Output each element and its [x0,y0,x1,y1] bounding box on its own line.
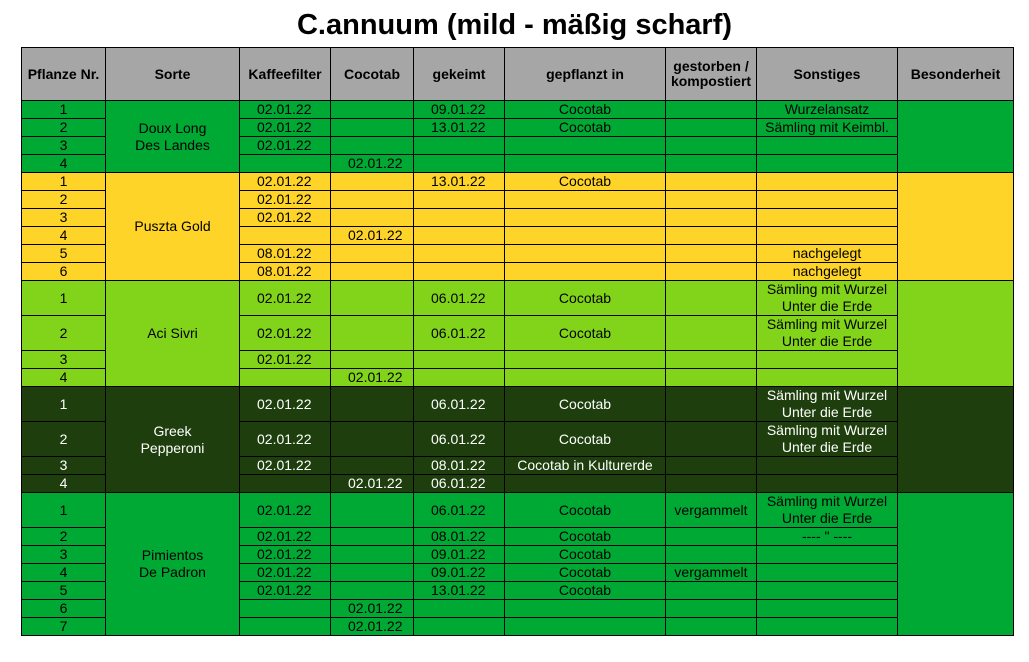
cell-gestorben[interactable] [666,369,757,387]
cell-sorte[interactable] [106,493,240,636]
cell-gekeimt[interactable]: 08.01.22 [414,457,505,475]
cell-gestorben[interactable] [666,209,757,227]
header-pflanze-nr: Pflanze Nr. [22,48,106,101]
cell-cocotab[interactable] [331,245,414,263]
cell-gepflanzt-in[interactable] [505,351,666,369]
header-kaffeefilter: Kaffeefilter [240,48,331,101]
header-besonderheit: Besonderheit [898,48,1014,101]
cell-sonstiges[interactable] [757,564,898,582]
sorte-line: Puszta Gold [134,218,211,234]
cell-gekeimt[interactable]: 06.01.22 [414,475,505,493]
cell-gekeimt[interactable] [414,618,505,636]
cell-kaffeefilter[interactable] [240,600,331,618]
header-gepflanzt-in: gepflanzt in [505,48,666,101]
cell-gestorben[interactable] [666,600,757,618]
cell-gestorben[interactable] [666,245,757,263]
cell-sorte[interactable] [106,387,240,493]
cell-sonstiges[interactable] [757,119,898,137]
header-sonstiges: Sonstiges [757,48,898,101]
cell-sorte[interactable] [106,101,240,173]
cell-gekeimt[interactable]: 06.01.22 [414,422,505,457]
cell-cocotab[interactable] [331,263,414,281]
cell-sonstiges[interactable] [757,475,898,493]
cell-gepflanzt-in[interactable] [505,600,666,618]
table-body [22,101,1014,636]
cell-gestorben[interactable] [666,263,757,281]
sonstiges-line: Wurzelansatz [784,101,870,117]
cell-gestorben[interactable] [666,546,757,564]
cell-gepflanzt-in[interactable]: Cocotab [505,119,666,137]
cell-sonstiges[interactable] [757,155,898,173]
sorte-line: Aci Sivri [147,325,198,341]
cell-pflanze-nr[interactable]: 4 [22,369,106,387]
sorte-line: Des Landes [135,136,210,153]
cell-kaffeefilter[interactable]: 02.01.22 [240,173,331,191]
cell-kaffeefilter[interactable]: 02.01.22 [240,422,331,457]
cell-cocotab[interactable]: 02.01.22 [331,227,414,245]
cell-kaffeefilter[interactable] [240,227,331,245]
cell-cocotab[interactable] [331,191,414,209]
cell-cocotab[interactable] [331,101,414,119]
cell-sonstiges[interactable] [757,173,898,191]
cell-pflanze-nr[interactable]: 4 [22,564,106,582]
sonstiges-line: Sämling mit Wurzel [766,387,888,403]
cell-gekeimt[interactable]: 08.01.22 [414,528,505,546]
sonstiges-line: Unter die Erde [781,333,873,349]
cell-pflanze-nr[interactable]: 5 [22,582,106,600]
cell-gestorben[interactable] [666,227,757,245]
cell-gestorben[interactable] [666,528,757,546]
cell-gestorben[interactable] [666,618,757,636]
cell-sonstiges[interactable] [757,457,898,475]
cell-cocotab[interactable] [331,564,414,582]
cell-kaffeefilter[interactable]: 02.01.22 [240,387,331,422]
header-gestorben-text: gestorben / kompostiert [670,58,752,89]
cell-gestorben[interactable] [666,137,757,155]
cell-pflanze-nr[interactable]: 2 [22,191,106,209]
cell-sonstiges[interactable] [757,387,898,422]
cell-gestorben[interactable] [666,155,757,173]
cell-gestorben[interactable] [666,101,757,119]
cell-pflanze-nr[interactable]: 3 [22,209,106,227]
cell-sonstiges[interactable] [757,263,898,281]
cell-cocotab[interactable] [331,422,414,457]
cell-pflanze-nr[interactable]: 5 [22,245,106,263]
cell-cocotab[interactable] [331,493,414,528]
cell-cocotab[interactable] [331,137,414,155]
cell-gekeimt[interactable] [414,227,505,245]
cell-gepflanzt-in[interactable] [505,209,666,227]
cell-sonstiges[interactable] [757,618,898,636]
cell-cocotab[interactable] [331,173,414,191]
cell-gekeimt[interactable]: 13.01.22 [414,582,505,600]
plant-table [21,47,1014,636]
cell-sonstiges[interactable] [757,137,898,155]
cell-gekeimt[interactable] [414,600,505,618]
sonstiges-line: Unter die Erde [781,298,873,314]
cell-gepflanzt-in[interactable]: Cocotab [505,564,666,582]
sonstiges-line: Sämling mit Wurzel [766,281,888,297]
cell-pflanze-nr[interactable]: 6 [22,263,106,281]
cell-gestorben[interactable] [666,281,757,316]
cell-pflanze-nr[interactable]: 2 [22,528,106,546]
cell-kaffeefilter[interactable] [240,155,331,173]
cell-sonstiges[interactable] [757,369,898,387]
cell-sonstiges[interactable] [757,245,898,263]
cell-gepflanzt-in[interactable]: Cocotab [505,528,666,546]
cell-gepflanzt-in[interactable]: Cocotab [505,422,666,457]
sonstiges-line: Sämling mit Wurzel [766,493,888,509]
cell-gepflanzt-in[interactable] [505,263,666,281]
cell-cocotab[interactable] [331,457,414,475]
cell-sonstiges[interactable] [757,351,898,369]
cell-gestorben[interactable] [666,457,757,475]
cell-sonstiges[interactable] [757,281,898,316]
cell-pflanze-nr[interactable]: 3 [22,546,106,564]
sonstiges-line: Unter die Erde [781,439,873,455]
cell-sonstiges[interactable] [757,600,898,618]
cell-cocotab[interactable]: 02.01.22 [331,600,414,618]
table-row [22,101,1014,119]
cell-sonstiges[interactable] [757,546,898,564]
cell-gekeimt[interactable] [414,263,505,281]
cell-gekeimt[interactable]: 06.01.22 [414,316,505,351]
cell-gepflanzt-in[interactable]: Cocotab [505,387,666,422]
cell-gekeimt[interactable]: 09.01.22 [414,546,505,564]
cell-gekeimt[interactable] [414,155,505,173]
cell-sonstiges[interactable] [757,422,898,457]
cell-cocotab[interactable] [331,387,414,422]
cell-gekeimt[interactable]: 06.01.22 [414,387,505,422]
cell-cocotab[interactable] [331,209,414,227]
cell-pflanze-nr[interactable]: 3 [22,457,106,475]
table-row [22,173,1014,191]
sonstiges-line: Sämling mit Wurzel [766,422,888,438]
cell-sonstiges[interactable] [757,191,898,209]
cell-pflanze-nr[interactable]: 1 [22,101,106,119]
header-gekeimt: gekeimt [414,48,505,101]
cell-gestorben[interactable] [666,422,757,457]
cell-gepflanzt-in[interactable]: Cocotab [505,101,666,119]
cell-pflanze-nr[interactable]: 4 [22,227,106,245]
cell-gestorben[interactable] [666,475,757,493]
cell-kaffeefilter[interactable]: 02.01.22 [240,546,331,564]
cell-pflanze-nr[interactable]: 6 [22,600,106,618]
cell-gekeimt[interactable]: 13.01.22 [414,173,505,191]
cell-kaffeefilter[interactable]: 02.01.22 [240,101,331,119]
cell-pflanze-nr[interactable]: 4 [22,475,106,493]
cell-gepflanzt-in[interactable] [505,137,666,155]
header-row [22,48,1014,101]
sorte-line: Doux Long [138,119,207,136]
cell-gepflanzt-in[interactable]: Cocotab [505,173,666,191]
cell-kaffeefilter[interactable]: 02.01.22 [240,528,331,546]
cell-gepflanzt-in[interactable] [505,155,666,173]
cell-gekeimt[interactable]: 09.01.22 [414,101,505,119]
cell-kaffeefilter[interactable] [240,475,331,493]
cell-kaffeefilter[interactable] [240,369,331,387]
sonstiges-line: Unter die Erde [781,404,873,420]
cell-gestorben[interactable] [666,191,757,209]
cell-gepflanzt-in[interactable] [505,369,666,387]
cell-gepflanzt-in[interactable]: Cocotab [505,493,666,528]
sonstiges-line: nachgelegt [792,263,862,279]
cell-gekeimt[interactable] [414,191,505,209]
cell-cocotab[interactable]: 02.01.22 [331,475,414,493]
cell-cocotab[interactable] [331,546,414,564]
cell-gepflanzt-in[interactable] [505,245,666,263]
cell-gepflanzt-in[interactable] [505,475,666,493]
sonstiges-line: Unter die Erde [781,510,873,526]
cell-besonderheit[interactable] [898,173,1014,281]
cell-cocotab[interactable]: 02.01.22 [331,155,414,173]
cell-pflanze-nr[interactable]: 4 [22,155,106,173]
cell-pflanze-nr[interactable]: 1 [22,387,106,422]
header-cocotab: Cocotab [331,48,414,101]
header-sorte: Sorte [106,48,240,101]
cell-gekeimt[interactable] [414,137,505,155]
sorte-line: Pepperoni [140,439,205,456]
cell-gepflanzt-in[interactable]: Cocotab [505,281,666,316]
cell-cocotab[interactable]: 02.01.22 [331,369,414,387]
cell-sorte[interactable] [106,281,240,387]
cell-gekeimt[interactable]: 06.01.22 [414,281,505,316]
sonstiges-line: Sämling mit Keimbl. [765,119,889,135]
cell-besonderheit[interactable] [898,387,1014,493]
sonstiges-line: nachgelegt [792,245,862,261]
cell-cocotab[interactable] [331,281,414,316]
cell-kaffeefilter[interactable]: 02.01.22 [240,209,331,227]
cell-gepflanzt-in[interactable]: Cocotab in Kulturerde [505,457,666,475]
cell-cocotab[interactable] [331,119,414,137]
cell-cocotab[interactable] [331,316,414,351]
cell-sonstiges[interactable] [757,227,898,245]
cell-pflanze-nr[interactable]: 7 [22,618,106,636]
cell-kaffeefilter[interactable]: 08.01.22 [240,245,331,263]
cell-gestorben[interactable]: vergammelt [666,564,757,582]
cell-gepflanzt-in[interactable] [505,227,666,245]
cell-pflanze-nr[interactable]: 2 [22,422,106,457]
cell-gepflanzt-in[interactable]: Cocotab [505,546,666,564]
cell-pflanze-nr[interactable]: 2 [22,119,106,137]
cell-besonderheit[interactable] [898,101,1014,173]
cell-gekeimt[interactable]: 09.01.22 [414,564,505,582]
header-gestorben [666,48,757,101]
cell-sonstiges[interactable] [757,528,898,546]
cell-gestorben[interactable] [666,387,757,422]
cell-cocotab[interactable]: 02.01.22 [331,618,414,636]
cell-pflanze-nr[interactable]: 1 [22,173,106,191]
cell-besonderheit[interactable] [898,493,1014,636]
sorte-line: Greek [153,422,192,439]
cell-gestorben[interactable] [666,119,757,137]
cell-pflanze-nr[interactable]: 2 [22,316,106,351]
cell-gekeimt[interactable]: 13.01.22 [414,119,505,137]
cell-gepflanzt-in[interactable]: Cocotab [505,582,666,600]
sorte-line: Pimientos [141,547,204,563]
cell-kaffeefilter[interactable]: 02.01.22 [240,119,331,137]
cell-cocotab[interactable] [331,582,414,600]
cell-kaffeefilter[interactable]: 02.01.22 [240,137,331,155]
cell-sorte[interactable] [106,173,240,281]
cell-gepflanzt-in[interactable] [505,191,666,209]
cell-sonstiges[interactable] [757,101,898,119]
cell-gekeimt[interactable] [414,351,505,369]
cell-kaffeefilter[interactable]: 02.01.22 [240,281,331,316]
cell-kaffeefilter[interactable]: 02.01.22 [240,316,331,351]
cell-pflanze-nr[interactable]: 3 [22,351,106,369]
cell-gestorben[interactable] [666,351,757,369]
cell-sonstiges[interactable] [757,582,898,600]
cell-gekeimt[interactable] [414,245,505,263]
cell-cocotab[interactable] [331,528,414,546]
cell-pflanze-nr[interactable]: 1 [22,281,106,316]
cell-gestorben[interactable] [666,173,757,191]
cell-kaffeefilter[interactable]: 02.01.22 [240,493,331,528]
cell-sonstiges[interactable] [757,209,898,227]
cell-pflanze-nr[interactable]: 3 [22,137,106,155]
cell-kaffeefilter[interactable]: 02.01.22 [240,582,331,600]
cell-gekeimt[interactable]: 06.01.22 [414,493,505,528]
sonstiges-line: Sämling mit Wurzel [766,316,888,332]
table-row [22,281,1014,316]
cell-sonstiges[interactable] [757,493,898,528]
cell-gestorben[interactable] [666,582,757,600]
cell-pflanze-nr[interactable]: 1 [22,493,106,528]
cell-cocotab[interactable] [331,351,414,369]
cell-gepflanzt-in[interactable] [505,618,666,636]
cell-gestorben[interactable] [666,316,757,351]
cell-kaffeefilter[interactable]: 02.01.22 [240,191,331,209]
cell-kaffeefilter[interactable]: 08.01.22 [240,263,331,281]
cell-gekeimt[interactable] [414,209,505,227]
table-row [22,387,1014,422]
cell-gekeimt[interactable] [414,369,505,387]
cell-kaffeefilter[interactable]: 02.01.22 [240,564,331,582]
cell-kaffeefilter[interactable]: 02.01.22 [240,351,331,369]
sonstiges-line: ---- " ---- [801,528,853,544]
table-row [22,493,1014,528]
sorte-line: De Padron [139,564,206,580]
cell-gepflanzt-in[interactable]: Cocotab [505,316,666,351]
cell-sonstiges[interactable] [757,316,898,351]
cell-kaffeefilter[interactable] [240,618,331,636]
cell-kaffeefilter[interactable]: 02.01.22 [240,457,331,475]
sheet-title: C.annuum (mild - mäßig scharf) [296,9,733,41]
cell-besonderheit[interactable] [898,281,1014,387]
cell-gestorben[interactable]: vergammelt [666,493,757,528]
